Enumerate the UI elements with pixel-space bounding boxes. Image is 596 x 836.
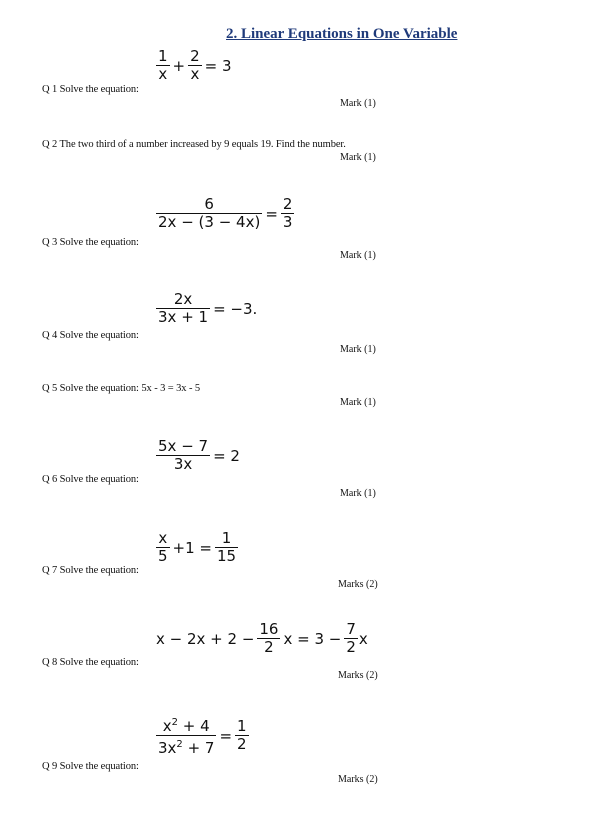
question-7-mark: Marks (2) xyxy=(338,579,378,590)
q4-equation: $\frac{2x}{3x + 1}$ = −3. xyxy=(158,290,258,326)
page-title: 2. Linear Equations in One Variable xyxy=(226,26,458,42)
q3-rhs-fraction: $\frac{2}{3}$ xyxy=(282,195,293,231)
question-3-prompt: Q 3 Solve the equation: xyxy=(42,237,139,248)
q7-equation: $\frac{x}{5}$ +1 = $\frac{1}{15}$ xyxy=(158,529,237,565)
q1-fraction-2: $\frac{2}{x}$ xyxy=(190,47,200,83)
question-4-mark: Mark (1) xyxy=(340,344,376,355)
question-5-mark: Mark (1) xyxy=(340,397,376,408)
question-2-mark: Mark (1) xyxy=(340,152,376,163)
question-9-mark: Marks (2) xyxy=(338,774,378,785)
q9-rhs-fraction: $\frac{1}{2}$ xyxy=(237,717,247,753)
q9-fraction: $\frac{x^2 + 4}{3x^2 + 7}$ xyxy=(156,714,216,757)
q9-equation: $\frac{x^2 + 4}{3x^2 + 7}$ = $\frac{1}{2}$ xyxy=(156,714,249,757)
q1-fraction-1: $\frac{1}{x}$ xyxy=(158,47,168,83)
q3-equation: $\frac{6}{2x - (3 - 4x)}$ = $\frac{2}{3}$ xyxy=(158,195,293,231)
q1-equation: $\frac{1}{x}$ + $\frac{2}{x}$ = 3 xyxy=(158,47,232,83)
q8-fraction-2: $\frac{7}{2}$ xyxy=(346,620,356,656)
q3-fraction: $\frac{6}{2x - (3 - 4x)}$ xyxy=(158,195,261,231)
question-9-prompt: Q 9 Solve the equation: xyxy=(42,761,139,772)
question-5-prompt: Q 5 Solve the equation: 5x - 3 = 3x - 5 xyxy=(42,383,201,394)
q7-rhs-fraction: $\frac{1}{15}$ xyxy=(217,529,237,565)
question-3-mark: Mark (1) xyxy=(340,250,376,261)
question-2-prompt: Q 2 The two third of a number increased by 9 equals 19. Find the number. xyxy=(42,139,346,150)
q4-fraction: $\frac{2x}{3x + 1}$ xyxy=(158,290,209,326)
question-1-mark: Mark (1) xyxy=(340,98,376,109)
question-6-mark: Mark (1) xyxy=(340,488,376,499)
question-6-prompt: Q 6 Solve the equation: xyxy=(42,474,139,485)
question-1-prompt: Q 1 Solve the equation: xyxy=(42,84,139,95)
question-4-prompt: Q 4 Solve the equation: xyxy=(42,330,139,341)
q6-fraction: $\frac{5x - 7}{3x}$ xyxy=(158,437,209,473)
question-8-mark: Marks (2) xyxy=(338,670,378,681)
q8-fraction-1: $\frac{16}{2}$ xyxy=(259,620,279,656)
question-8-prompt: Q 8 Solve the equation: xyxy=(42,657,139,668)
q6-equation: $\frac{5x - 7}{3x}$ = 2 xyxy=(158,437,240,473)
q8-equation: x − 2x + 2 − $\frac{16}{2}$ x = 3 − $\frac{7}{2}$ x xyxy=(156,620,368,656)
question-7-prompt: Q 7 Solve the equation: xyxy=(42,565,139,576)
q7-lhs-fraction: $\frac{x}{5}$ xyxy=(158,529,168,565)
